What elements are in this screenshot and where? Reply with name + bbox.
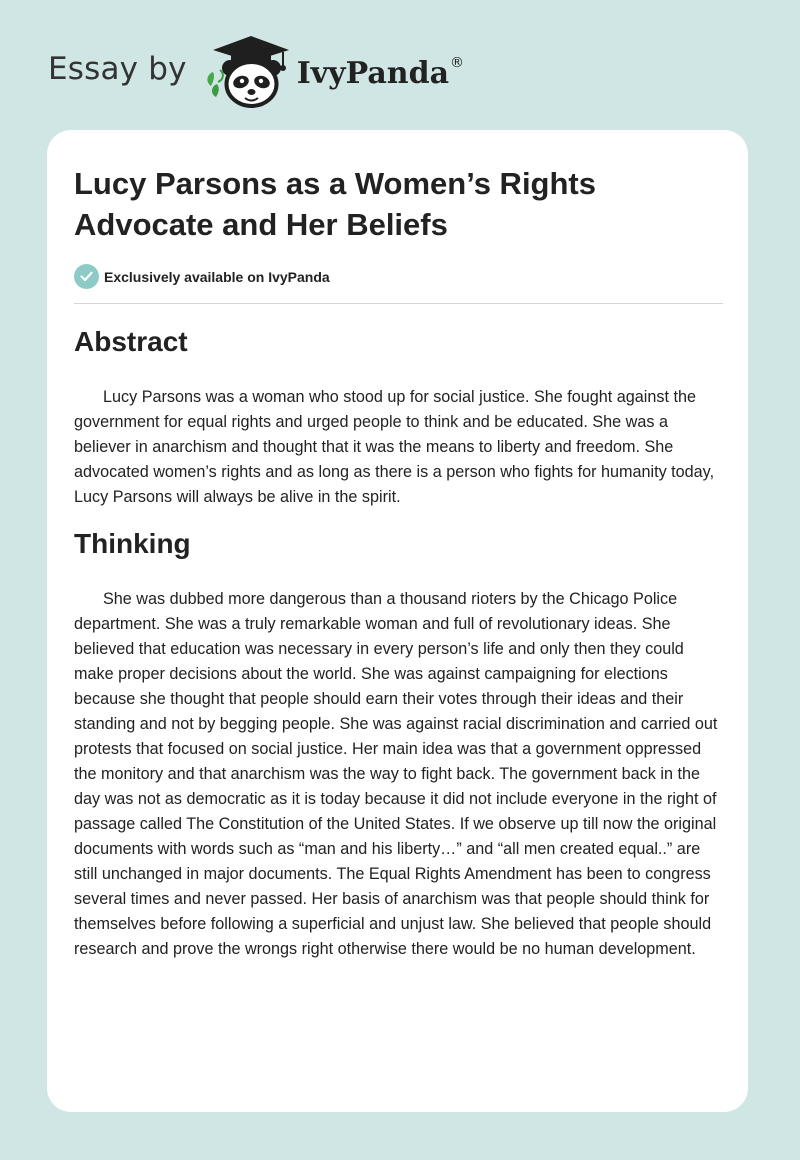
panda-graduate-logo-icon[interactable]: [203, 30, 293, 110]
check-circle-icon: [74, 264, 99, 289]
exclusive-badge: [74, 264, 330, 289]
exclusive-label: Exclusively available on IvyPanda: [104, 268, 330, 285]
abstract-paragraph: Lucy Parsons was a woman who stood up for social justice. She fought against the government for equal rights and urged people to think and be educated. She was a believer in anarchism and thought that it was the means to liberty and freedom. She advocated women’s rights and as long as there is a person who fights for humanity today, Lucy Parsons will always be alive in the spirit.: [74, 388, 715, 506]
essay-card: [47, 130, 748, 1112]
thinking-paragraph: She was dubbed more dangerous than a thousand rioters by the Chicago Police department. She was a truly remarkable woman and full of revolutionary ideas. She believed that education was necessary in every person’s life and only then they could make proper decisions about the world. She was against campaigning for elections because she thought that people should earn their votes through their ideas and their standing and not by begging people. She was against racial discrimination and carried out protests that focused on social justice. Her main idea was that a government oppressed the monitory and that anarchism was the way to fight back. The government back in the day was not as democratic as it is today because it did not include everyone in the right of passage called The Constitution of the United States. If we observe up till now the original documents with words such as “man and his liberty…” and “all men created equal..” are still unchanged in major documents. The Equal Rights Amendment has been to congress several times and never passed. Her basis of anarchism was that people should think for themselves before following a superficial and unjust law. She believed that people should research and prove the wrongs right otherwise there would be no human development.: [74, 590, 718, 958]
abstract-heading: Abstract: [74, 326, 188, 357]
registered-mark: ®: [450, 55, 465, 71]
brand-name[interactable]: [297, 55, 464, 91]
thinking-heading: Thinking: [74, 528, 191, 559]
brand-name-text: IvyPanda: [296, 56, 450, 91]
essay-title: Lucy Parsons as a Women’s Rights Advocate and Her Beliefs: [74, 166, 596, 242]
brand-prefix: Essay by: [48, 51, 187, 87]
title-divider: [74, 303, 723, 304]
site-header: [48, 30, 464, 110]
